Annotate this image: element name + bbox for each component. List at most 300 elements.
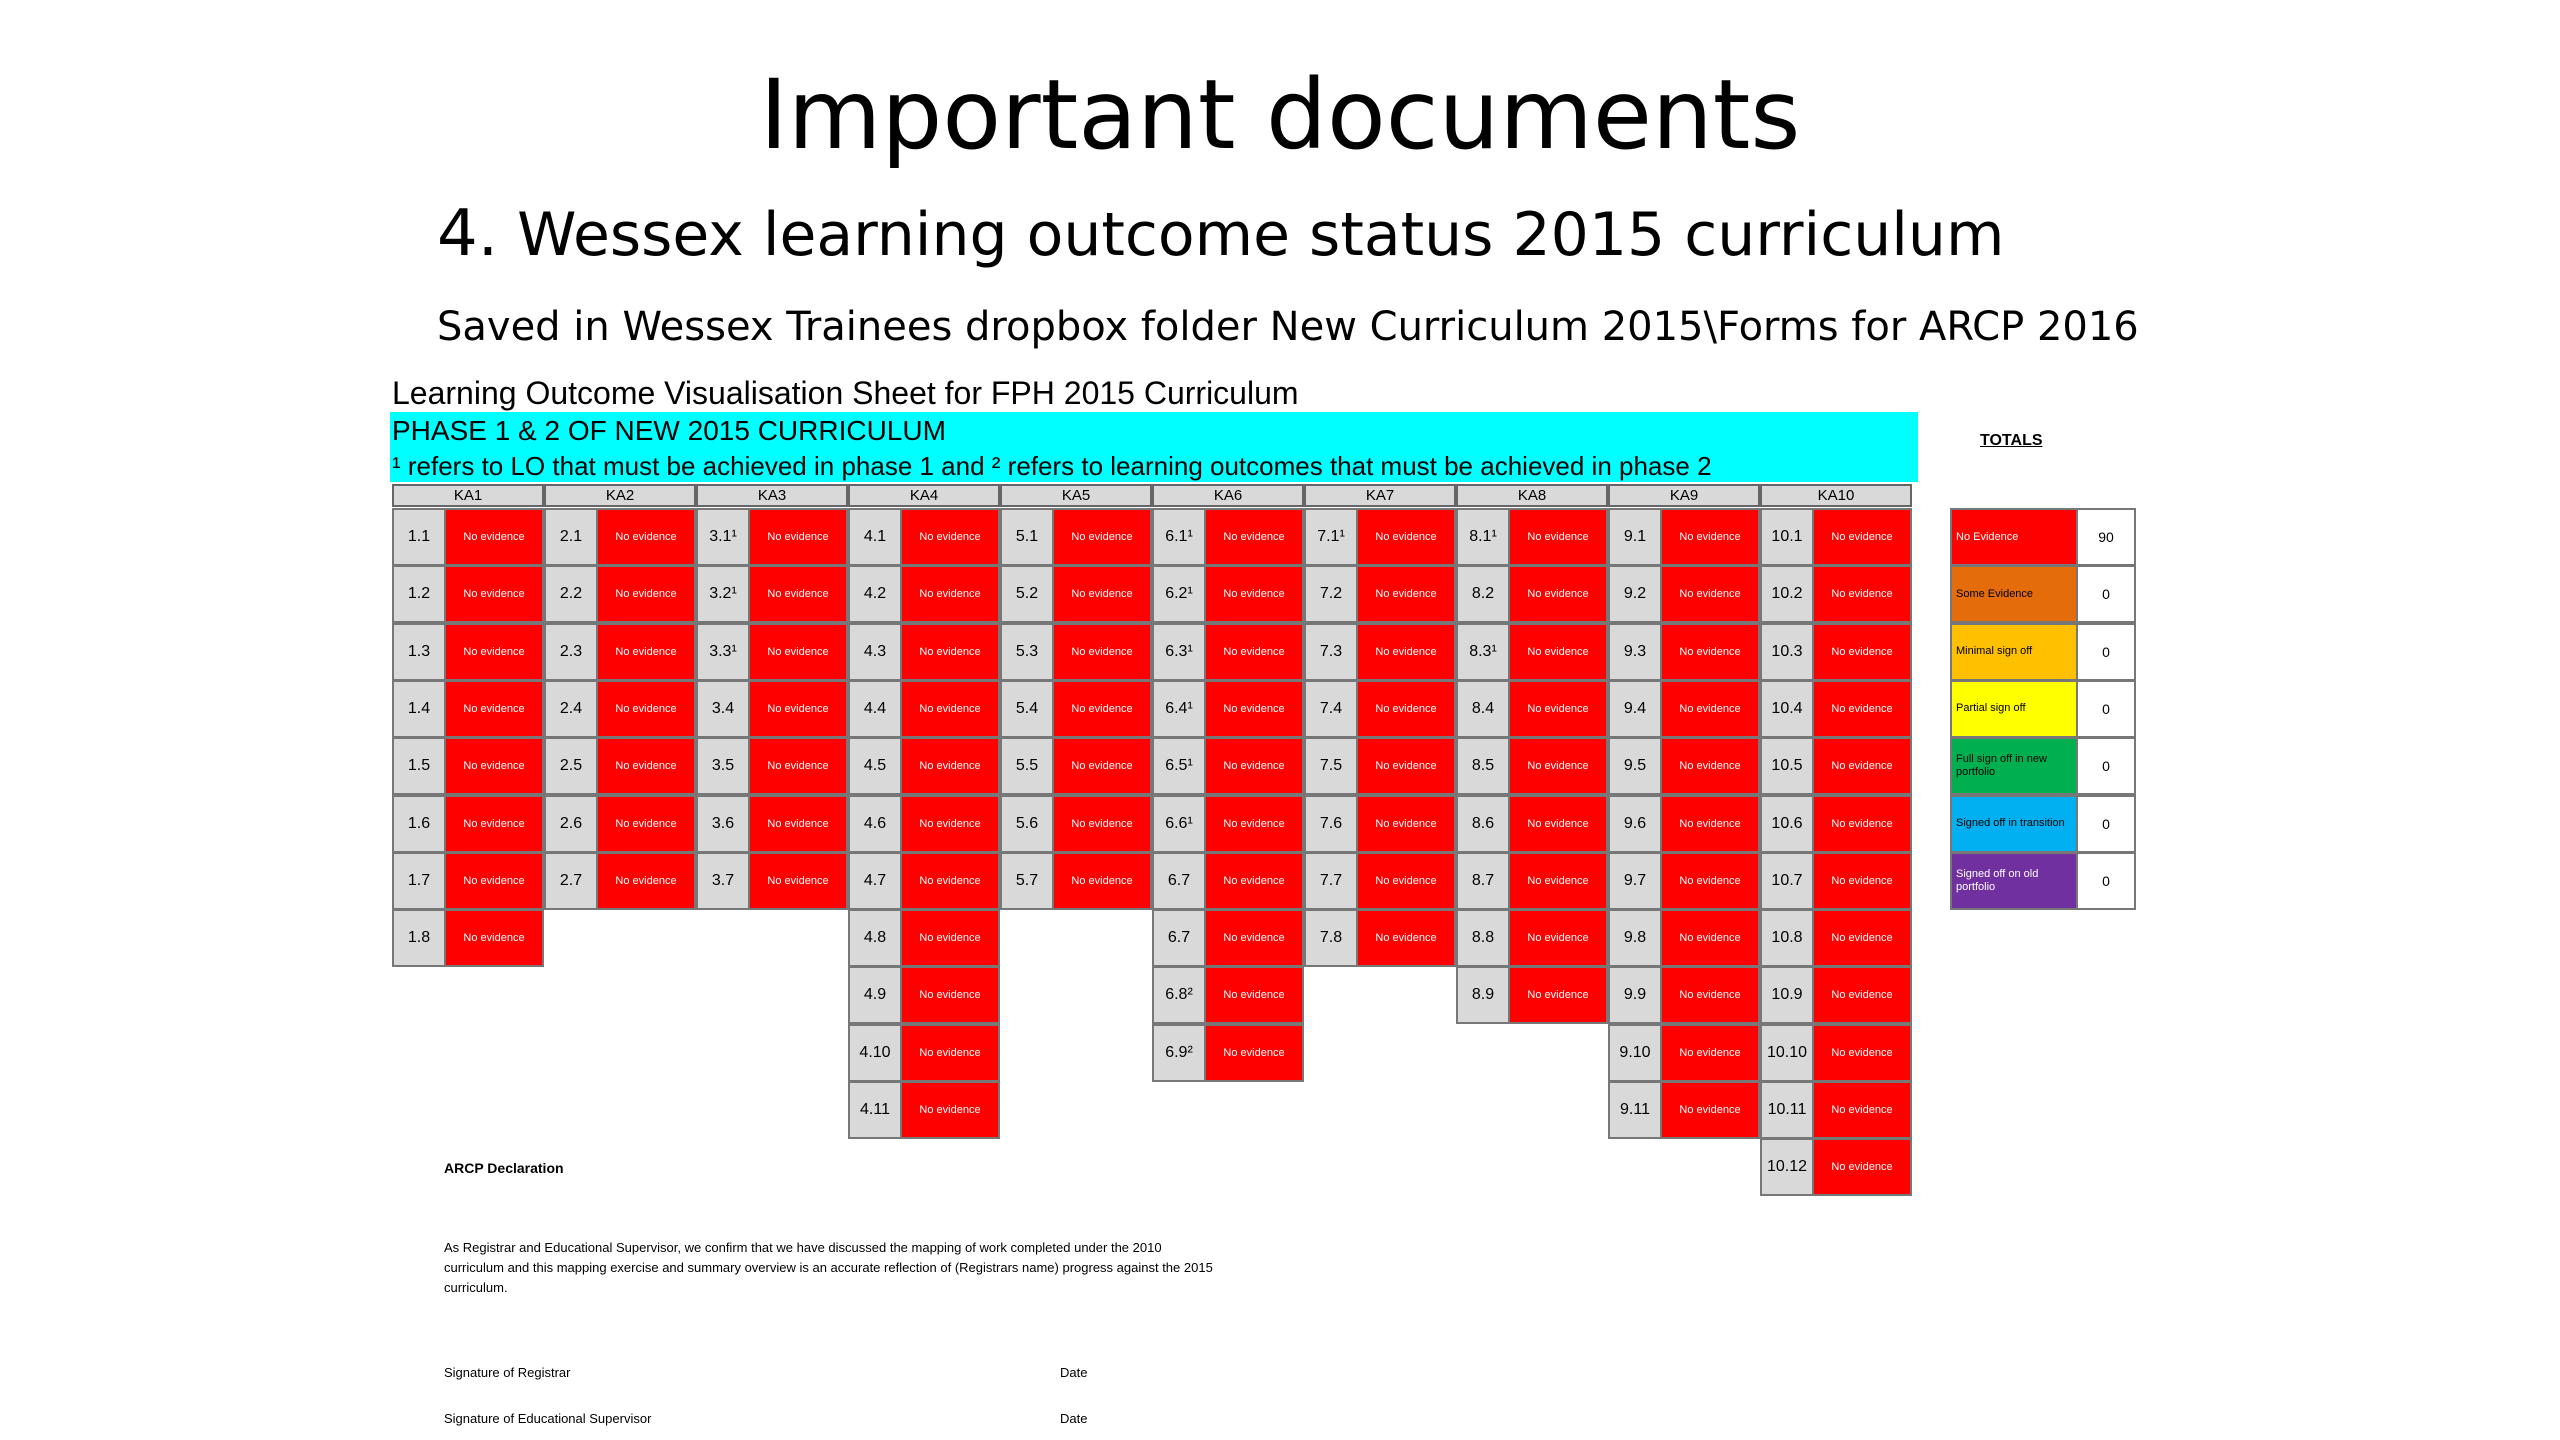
learning-outcome-cell [848, 1024, 1000, 1082]
outcome-status: No evidence [1814, 625, 1910, 679]
outcome-code: 2.1 [546, 510, 598, 564]
outcome-status: No evidence [446, 797, 542, 851]
totals-value: 0 [2078, 739, 2134, 793]
outcome-code: 2.5 [546, 739, 598, 793]
learning-outcome-cell [392, 623, 544, 681]
learning-outcome-cell [1760, 680, 1912, 738]
outcome-status: No evidence [1662, 797, 1758, 851]
outcome-status: No evidence [750, 854, 846, 908]
learning-outcome-cell [696, 852, 848, 910]
learning-outcome-cell [544, 623, 696, 681]
learning-outcome-cell [1152, 909, 1304, 967]
learning-outcome-cell [848, 966, 1000, 1024]
outcome-code: 8.3¹ [1458, 625, 1510, 679]
outcome-status: No evidence [446, 682, 542, 736]
learning-outcome-cell [392, 795, 544, 853]
outcome-code: 3.5 [698, 739, 750, 793]
outcome-code: 6.4¹ [1154, 682, 1206, 736]
outcome-status: No evidence [1054, 625, 1150, 679]
learning-outcome-cell [544, 680, 696, 738]
learning-outcome-cell [1456, 795, 1608, 853]
outcome-code: 5.1 [1002, 510, 1054, 564]
learning-outcome-cell [848, 909, 1000, 967]
learning-outcome-cell [1760, 1138, 1912, 1196]
learning-outcome-cell [848, 565, 1000, 623]
outcome-status: No evidence [446, 854, 542, 908]
learning-outcome-cell [392, 508, 544, 566]
outcome-status: No evidence [446, 567, 542, 621]
outcome-code: 4.2 [850, 567, 902, 621]
learning-outcome-cell [1608, 909, 1760, 967]
learning-outcome-cell [848, 1081, 1000, 1139]
outcome-code: 1.1 [394, 510, 446, 564]
outcome-code: 1.4 [394, 682, 446, 736]
learning-outcome-cell [1608, 852, 1760, 910]
subtitle-number: 4. [437, 197, 499, 271]
outcome-code: 4.3 [850, 625, 902, 679]
outcome-code: 7.8 [1306, 911, 1358, 965]
learning-outcome-cell [1760, 795, 1912, 853]
outcome-status: No evidence [1814, 739, 1910, 793]
outcome-code: 8.1¹ [1458, 510, 1510, 564]
outcome-status: No evidence [1510, 911, 1606, 965]
totals-row [1950, 795, 2136, 853]
date-label-registrar: Date [1060, 1365, 1088, 1380]
learning-outcome-cell [1456, 623, 1608, 681]
outcome-status: No evidence [1662, 739, 1758, 793]
outcome-code: 1.6 [394, 797, 446, 851]
outcome-status: No evidence [1054, 854, 1150, 908]
learning-outcome-cell [1152, 737, 1304, 795]
ka-header: KA8 [1456, 484, 1608, 507]
learning-outcome-cell [696, 623, 848, 681]
learning-outcome-cell [1304, 909, 1456, 967]
outcome-code: 9.5 [1610, 739, 1662, 793]
learning-outcome-cell [1000, 795, 1152, 853]
learning-outcome-cell [1000, 737, 1152, 795]
outcome-code: 1.2 [394, 567, 446, 621]
learning-outcome-cell [1304, 565, 1456, 623]
outcome-code: 4.4 [850, 682, 902, 736]
learning-outcome-cell [1456, 680, 1608, 738]
outcome-status: No evidence [598, 739, 694, 793]
outcome-code: 4.5 [850, 739, 902, 793]
learning-outcome-cell [1608, 1024, 1760, 1082]
outcome-status: No evidence [1510, 625, 1606, 679]
outcome-code: 10.10 [1762, 1026, 1814, 1080]
outcome-code: 6.2¹ [1154, 567, 1206, 621]
outcome-status: No evidence [902, 968, 998, 1022]
outcome-code: 3.7 [698, 854, 750, 908]
ka-header: KA2 [544, 484, 696, 507]
totals-value: 0 [2078, 797, 2134, 851]
learning-outcome-cell [1000, 852, 1152, 910]
outcome-status: No evidence [902, 854, 998, 908]
outcome-code: 3.3¹ [698, 625, 750, 679]
outcome-status: No evidence [1510, 567, 1606, 621]
learning-outcome-cell [392, 852, 544, 910]
learning-outcome-cell [1760, 1081, 1912, 1139]
learning-outcome-cell [1152, 508, 1304, 566]
outcome-status: No evidence [1510, 854, 1606, 908]
learning-outcome-cell [1608, 565, 1760, 623]
learning-outcome-cell [544, 852, 696, 910]
outcome-code: 3.4 [698, 682, 750, 736]
outcome-status: No evidence [902, 1026, 998, 1080]
learning-outcome-cell [392, 909, 544, 967]
outcome-code: 4.11 [850, 1083, 902, 1137]
outcome-status: No evidence [1206, 739, 1302, 793]
totals-label: Minimal sign off [1952, 625, 2078, 679]
learning-outcome-cell [1152, 966, 1304, 1024]
outcome-code: 4.10 [850, 1026, 902, 1080]
outcome-status: No evidence [1206, 911, 1302, 965]
outcome-status: No evidence [1206, 854, 1302, 908]
learning-outcome-cell [1304, 852, 1456, 910]
outcome-status: No evidence [1814, 1083, 1910, 1137]
learning-outcome-cell [848, 623, 1000, 681]
outcome-code: 2.6 [546, 797, 598, 851]
declaration-text: As Registrar and Educational Supervisor, we confirm that we have discussed the mapping of work completed under the 2010 curriculum and this mapping exercise and summary overview is an accurate reflection of (Registrars name) progress against the 2015 curriculum. [444, 1240, 1213, 1295]
ka-header: KA1 [392, 484, 544, 507]
outcome-code: 6.3¹ [1154, 625, 1206, 679]
outcome-status: No evidence [1510, 739, 1606, 793]
outcome-code: 10.5 [1762, 739, 1814, 793]
ka-header: KA5 [1000, 484, 1152, 507]
learning-outcome-cell [1456, 966, 1608, 1024]
totals-title: TOTALS [1980, 432, 2043, 449]
learning-outcome-cell [1760, 623, 1912, 681]
outcome-status: No evidence [1206, 797, 1302, 851]
totals-value: 0 [2078, 567, 2134, 621]
outcome-code: 6.7 [1154, 854, 1206, 908]
outcome-code: 1.7 [394, 854, 446, 908]
learning-outcome-cell [1152, 795, 1304, 853]
outcome-code: 9.6 [1610, 797, 1662, 851]
outcome-status: No evidence [1510, 968, 1606, 1022]
learning-outcome-cell [1608, 623, 1760, 681]
learning-outcome-cell [1608, 508, 1760, 566]
learning-outcome-cell [1304, 508, 1456, 566]
learning-outcome-cell [1456, 737, 1608, 795]
learning-outcome-cell [848, 680, 1000, 738]
outcome-status: No evidence [1358, 510, 1454, 564]
outcome-status: No evidence [1358, 625, 1454, 679]
outcome-code: 8.9 [1458, 968, 1510, 1022]
learning-outcome-cell [1456, 909, 1608, 967]
outcome-code: 3.1¹ [698, 510, 750, 564]
learning-outcome-cell [848, 508, 1000, 566]
outcome-status: No evidence [1054, 682, 1150, 736]
learning-outcome-cell [1304, 623, 1456, 681]
learning-outcome-cell [1760, 909, 1912, 967]
outcome-code: 9.1 [1610, 510, 1662, 564]
totals-label: Signed off in transition [1952, 797, 2078, 851]
totals-row [1950, 623, 2136, 681]
outcome-status: No evidence [1662, 968, 1758, 1022]
outcome-status: No evidence [902, 1083, 998, 1137]
totals-value: 0 [2078, 854, 2134, 908]
learning-outcome-cell [1456, 565, 1608, 623]
outcome-status: No evidence [598, 682, 694, 736]
outcome-code: 7.6 [1306, 797, 1358, 851]
learning-outcome-cell [392, 680, 544, 738]
outcome-code: 7.3 [1306, 625, 1358, 679]
learning-outcome-cell [544, 737, 696, 795]
outcome-status: No evidence [902, 911, 998, 965]
ka-header: KA6 [1152, 484, 1304, 507]
outcome-code: 1.3 [394, 625, 446, 679]
learning-outcome-cell [1304, 737, 1456, 795]
outcome-code: 8.2 [1458, 567, 1510, 621]
outcome-status: No evidence [1054, 567, 1150, 621]
outcome-code: 10.6 [1762, 797, 1814, 851]
sheet-title: Learning Outcome Visualisation Sheet for FPH 2015 Curriculum [392, 375, 1299, 411]
learning-outcome-cell [1608, 795, 1760, 853]
learning-outcome-cell [1304, 795, 1456, 853]
totals-label: Partial sign off [1952, 682, 2078, 736]
outcome-code: 9.4 [1610, 682, 1662, 736]
outcome-status: No evidence [1206, 625, 1302, 679]
outcome-code: 6.1¹ [1154, 510, 1206, 564]
outcome-code: 7.7 [1306, 854, 1358, 908]
learning-outcome-cell [1000, 680, 1152, 738]
outcome-status: No evidence [902, 739, 998, 793]
outcome-code: 10.4 [1762, 682, 1814, 736]
outcome-code: 6.9² [1154, 1026, 1206, 1080]
learning-outcome-cell [696, 680, 848, 738]
outcome-status: No evidence [1662, 911, 1758, 965]
outcome-code: 8.5 [1458, 739, 1510, 793]
outcome-status: No evidence [1510, 682, 1606, 736]
ka-header: KA9 [1608, 484, 1760, 507]
learning-outcome-cell [1608, 680, 1760, 738]
outcome-status: No evidence [902, 682, 998, 736]
outcome-status: No evidence [446, 739, 542, 793]
outcome-code: 9.9 [1610, 968, 1662, 1022]
totals-row [1950, 737, 2136, 795]
outcome-status: No evidence [1510, 797, 1606, 851]
outcome-code: 10.3 [1762, 625, 1814, 679]
outcome-status: No evidence [1814, 1140, 1910, 1194]
ka-header: KA4 [848, 484, 1000, 507]
slide-title: Important documents [759, 59, 1801, 171]
outcome-code: 7.2 [1306, 567, 1358, 621]
learning-outcome-cell [1760, 508, 1912, 566]
totals-row [1950, 680, 2136, 738]
outcome-code: 5.6 [1002, 797, 1054, 851]
outcome-status: No evidence [1358, 682, 1454, 736]
totals-value: 0 [2078, 682, 2134, 736]
learning-outcome-cell [544, 565, 696, 623]
outcome-status: No evidence [598, 797, 694, 851]
learning-outcome-cell [1608, 737, 1760, 795]
outcome-code: 7.4 [1306, 682, 1358, 736]
totals-row [1950, 508, 2136, 566]
outcome-status: No evidence [750, 797, 846, 851]
outcome-status: No evidence [902, 797, 998, 851]
learning-outcome-cell [1000, 623, 1152, 681]
outcome-code: 6.5¹ [1154, 739, 1206, 793]
learning-outcome-cell [696, 565, 848, 623]
outcome-status: No evidence [1662, 625, 1758, 679]
outcome-code: 1.8 [394, 911, 446, 965]
outcome-code: 8.4 [1458, 682, 1510, 736]
outcome-status: No evidence [1814, 797, 1910, 851]
outcome-code: 8.7 [1458, 854, 1510, 908]
slide-subtitle [437, 198, 2004, 271]
learning-outcome-cell [392, 565, 544, 623]
learning-outcome-cell [696, 737, 848, 795]
outcome-code: 9.2 [1610, 567, 1662, 621]
outcome-status: No evidence [1358, 911, 1454, 965]
learning-outcome-cell [1456, 508, 1608, 566]
outcome-code: 10.12 [1762, 1140, 1814, 1194]
outcome-status: No evidence [1814, 968, 1910, 1022]
outcome-status: No evidence [750, 510, 846, 564]
outcome-status: No evidence [1662, 567, 1758, 621]
outcome-status: No evidence [598, 510, 694, 564]
learning-outcome-cell [1760, 1024, 1912, 1082]
totals-row [1950, 565, 2136, 623]
learning-outcome-cell [1152, 852, 1304, 910]
outcome-status: No evidence [1814, 567, 1910, 621]
outcome-status: No evidence [1510, 510, 1606, 564]
subtitle-text: Wessex learning outcome status 2015 curriculum [498, 200, 2005, 270]
outcome-code: 2.7 [546, 854, 598, 908]
outcome-code: 9.11 [1610, 1083, 1662, 1137]
ka-header: KA3 [696, 484, 848, 507]
outcome-status: No evidence [1814, 510, 1910, 564]
ka-header: KA7 [1304, 484, 1456, 507]
totals-label: No Evidence [1952, 510, 2078, 564]
outcome-status: No evidence [750, 682, 846, 736]
outcome-code: 8.6 [1458, 797, 1510, 851]
learning-outcome-cell [1000, 565, 1152, 623]
outcome-status: No evidence [1206, 968, 1302, 1022]
outcome-code: 10.9 [1762, 968, 1814, 1022]
outcome-code: 7.1¹ [1306, 510, 1358, 564]
outcome-status: No evidence [1662, 510, 1758, 564]
declaration-title: ARCP Declaration [444, 1160, 564, 1176]
outcome-code: 9.8 [1610, 911, 1662, 965]
learning-outcome-cell [1152, 565, 1304, 623]
learning-outcome-cell [848, 852, 1000, 910]
learning-outcome-cell [1760, 737, 1912, 795]
outcome-code: 5.5 [1002, 739, 1054, 793]
phase-title: PHASE 1 & 2 OF NEW 2015 CURRICULUM [392, 415, 946, 446]
learning-outcome-cell [1152, 1024, 1304, 1082]
learning-outcome-cell [848, 795, 1000, 853]
outcome-status: No evidence [1054, 797, 1150, 851]
outcome-status: No evidence [1662, 1026, 1758, 1080]
outcome-code: 9.10 [1610, 1026, 1662, 1080]
outcome-code: 7.5 [1306, 739, 1358, 793]
outcome-code: 6.8² [1154, 968, 1206, 1022]
outcome-status: No evidence [446, 510, 542, 564]
outcome-status: No evidence [1814, 682, 1910, 736]
signature-registrar-label: Signature of Registrar [444, 1365, 571, 1380]
outcome-code: 10.8 [1762, 911, 1814, 965]
date-label-supervisor: Date [1060, 1411, 1088, 1426]
learning-outcome-cell [544, 795, 696, 853]
outcome-status: No evidence [1206, 682, 1302, 736]
learning-outcome-cell [1152, 623, 1304, 681]
outcome-status: No evidence [1054, 510, 1150, 564]
outcome-status: No evidence [1814, 854, 1910, 908]
outcome-code: 2.3 [546, 625, 598, 679]
outcome-status: No evidence [1358, 739, 1454, 793]
outcome-code: 6.6¹ [1154, 797, 1206, 851]
outcome-code: 10.1 [1762, 510, 1814, 564]
outcome-code: 4.9 [850, 968, 902, 1022]
totals-label: Full sign off in new portfolio [1952, 739, 2078, 793]
outcome-status: No evidence [446, 911, 542, 965]
outcome-code: 9.3 [1610, 625, 1662, 679]
totals-label: Some Evidence [1952, 567, 2078, 621]
outcome-status: No evidence [750, 625, 846, 679]
outcome-code: 9.7 [1610, 854, 1662, 908]
outcome-status: No evidence [1662, 1083, 1758, 1137]
learning-outcome-cell [1760, 966, 1912, 1024]
outcome-code: 10.7 [1762, 854, 1814, 908]
outcome-status: No evidence [1662, 854, 1758, 908]
phase-note: ¹ refers to LO that must be achieved in phase 1 and ² refers to learning outcomes that must be achieved in phase 2 [392, 451, 1712, 481]
outcome-status: No evidence [902, 510, 998, 564]
learning-outcome-cell [1760, 852, 1912, 910]
learning-outcome-cell [1760, 565, 1912, 623]
learning-outcome-cell [544, 508, 696, 566]
learning-outcome-cell [1304, 680, 1456, 738]
outcome-status: No evidence [1814, 911, 1910, 965]
outcome-status: No evidence [750, 739, 846, 793]
outcome-status: No evidence [1206, 510, 1302, 564]
outcome-code: 4.6 [850, 797, 902, 851]
outcome-code: 5.7 [1002, 854, 1054, 908]
totals-label: Signed off on old portfolio [1952, 854, 2078, 908]
outcome-status: No evidence [598, 625, 694, 679]
outcome-status: No evidence [598, 854, 694, 908]
totals-value: 90 [2078, 510, 2134, 564]
outcome-status: No evidence [1206, 1026, 1302, 1080]
learning-outcome-cell [1456, 852, 1608, 910]
learning-outcome-cell [1608, 1081, 1760, 1139]
saved-note: Saved in Wessex Trainees dropbox folder New Curriculum 2015\Forms for ARCP 2016 [437, 304, 2139, 350]
outcome-code: 8.8 [1458, 911, 1510, 965]
outcome-status: No evidence [902, 567, 998, 621]
learning-outcome-cell [1608, 966, 1760, 1024]
outcome-code: 5.3 [1002, 625, 1054, 679]
outcome-status: No evidence [750, 567, 846, 621]
outcome-code: 3.6 [698, 797, 750, 851]
outcome-status: No evidence [1358, 854, 1454, 908]
outcome-code: 2.2 [546, 567, 598, 621]
outcome-code: 10.11 [1762, 1083, 1814, 1137]
outcome-status: No evidence [1358, 567, 1454, 621]
outcome-code: 4.8 [850, 911, 902, 965]
learning-outcome-cell [696, 795, 848, 853]
learning-outcome-cell [696, 508, 848, 566]
signature-supervisor-label: Signature of Educational Supervisor [444, 1411, 652, 1426]
outcome-code: 10.2 [1762, 567, 1814, 621]
outcome-status: No evidence [902, 625, 998, 679]
outcome-status: No evidence [1206, 567, 1302, 621]
outcome-status: No evidence [1662, 682, 1758, 736]
outcome-code: 2.4 [546, 682, 598, 736]
ka-header: KA10 [1760, 484, 1912, 507]
outcome-status: No evidence [446, 625, 542, 679]
outcome-code: 3.2¹ [698, 567, 750, 621]
